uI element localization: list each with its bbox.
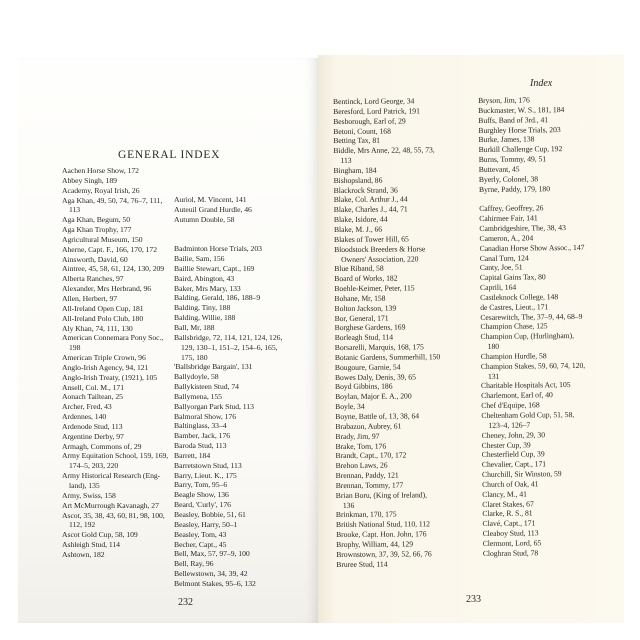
index-entry-text: Brandt, Capt., 170, 172 xyxy=(335,450,407,461)
index-entry-text: Brennan, Tommy, 177 xyxy=(335,480,404,490)
index-entry xyxy=(174,540,282,550)
index-entry-text: Blakes of Tower Hill, 65 xyxy=(333,234,409,244)
index-entry xyxy=(62,324,168,334)
index-entry-text: Caprili, 164 xyxy=(479,282,517,293)
index-entry-text: Auriol, M. Vincent, 141 xyxy=(174,195,247,204)
index-entry-text: Ballydoyle, 58 xyxy=(174,372,219,382)
index-entry xyxy=(174,293,282,303)
index-entry xyxy=(174,441,282,451)
index-entry-text: Aga Khan, 49, 50, 74, 76–7, 111, xyxy=(62,195,163,205)
index-entry-continuation: 180 xyxy=(487,341,500,352)
index-entry-text: Ballsbridge, 72, 114, 121, 124, 126, xyxy=(174,332,283,342)
index-entry xyxy=(62,471,168,491)
index-entry-text: Blue Riband, 58 xyxy=(334,263,384,274)
index-entry-text: Bohane, Mr, 158 xyxy=(334,293,386,303)
index-entry xyxy=(336,490,442,510)
index-entry-text: Cahirmee Fair, 141 xyxy=(479,213,538,224)
index-entry xyxy=(174,254,282,264)
index-entry-text: Chef d'Equipe, 168 xyxy=(481,400,540,411)
index-entry-text: Besborough, Earl of, 29 xyxy=(333,116,406,126)
index-entry-text: Balmoral Show, 176 xyxy=(174,411,237,421)
index-entry xyxy=(62,176,168,186)
index-entry xyxy=(336,549,441,560)
index-entry xyxy=(62,196,168,216)
index-entry-text: Aga Khan Trophy, 177 xyxy=(62,225,132,235)
index-entry-text: Bougoure, Garnie, 54 xyxy=(334,362,401,372)
index-entry-text: Boylan, Major E. A., 200 xyxy=(335,391,412,402)
index-entry-text: Capital Gains Tax, 80 xyxy=(479,272,546,283)
index-entry xyxy=(174,284,282,294)
index-entry-text: Charlemont, Earl of, 40 xyxy=(481,390,553,401)
index-entry-text: Cameron, A., 204 xyxy=(479,233,534,243)
index-entry-text: Brady, Jim, 97 xyxy=(335,431,380,441)
index-entry-continuation: Owners' Association, 220 xyxy=(341,253,419,264)
index-entry xyxy=(62,540,168,550)
index-entry-text: Ball, Mr, 188 xyxy=(174,322,215,332)
index-entry xyxy=(174,549,282,559)
index-entry xyxy=(336,529,441,540)
index-entry-text: Baillie Stewart, Capt., 169 xyxy=(174,263,255,273)
index-entry xyxy=(174,205,282,215)
index-entry-text: Canadian Horse Show Assoc., 147 xyxy=(479,242,585,253)
index-entry-text: Buckmaster, W. S., 181, 184 xyxy=(478,104,565,115)
index-entry-text: Belmont Stakes, 95–6, 132 xyxy=(174,578,256,588)
index-entry-text: Burke, James, 138 xyxy=(478,134,535,145)
index-entry-text: Cleaboy Stud, 113 xyxy=(482,528,539,539)
index-entry-text: Borghese Gardens, 169 xyxy=(334,322,406,333)
running-head: Index xyxy=(530,78,553,89)
index-entry-text: Clancy, M., 41 xyxy=(482,489,527,499)
index-entry-text: Balding, Gerald, 186, 188–9 xyxy=(174,293,261,303)
index-entry xyxy=(333,145,439,165)
page-number-left: 232 xyxy=(178,597,193,608)
index-entry-text: Abbey Singh, 189 xyxy=(62,175,117,185)
index-entry xyxy=(62,264,168,274)
index-entry-text: Academy, Royal Irish, 26 xyxy=(62,185,140,195)
index-entry-text: Bor, General, 171 xyxy=(334,313,389,323)
index-entry xyxy=(62,294,168,304)
index-entry xyxy=(174,520,282,530)
index-entry-text: Ardennes, 140 xyxy=(62,412,107,422)
index-entry-text: Bishopsland, 86 xyxy=(333,175,383,185)
index-entry-text: de Castres, Lieut., 171 xyxy=(480,301,549,312)
index-entry-text: Buffs, Band of 3rd., 41 xyxy=(478,114,549,125)
index-entry-text: British National Stud, 110, 112 xyxy=(335,519,430,530)
index-entry-text: Champion Stakes, 59, 60, 74, 120, xyxy=(480,360,586,371)
index-entry-text: Brooke, Capt. Hon. John, 176 xyxy=(336,529,427,540)
index-entry-text: Brownstown, 37, 39, 52, 66, 76 xyxy=(336,549,432,559)
index-entry-text: Baroda Stud, 113 xyxy=(174,441,227,451)
index-entry-text: Botanic Gardens, Summerhill, 150 xyxy=(334,352,441,362)
index-entry-text: Bellewstown, 34, 39, 42 xyxy=(174,569,248,579)
index-entry-text: Biddle, Mrs Anne, 22, 48, 55, 73, xyxy=(333,145,435,156)
index-entry-text: All-Ireland Polo Club, 180 xyxy=(62,313,144,323)
index-entry xyxy=(62,530,168,540)
index-entry xyxy=(174,451,282,461)
index-entry-text: Brennan, Paddy, 121 xyxy=(335,470,399,481)
index-entry-text: Blackrock Strand, 36 xyxy=(333,185,398,195)
index-entry-text: Ardenode Stud, 113 xyxy=(62,421,123,431)
index-entry-text: Bruree Stud, 114 xyxy=(336,559,388,569)
index-entry-text: Claret Stakes, 67 xyxy=(482,499,534,509)
index-entry-text: Blake, M. J., 66 xyxy=(333,224,383,234)
index-entry xyxy=(174,471,282,481)
index-entry xyxy=(62,363,168,373)
index-entry xyxy=(481,380,586,391)
index-entry-text: Burkill Challenge Cup, 192 xyxy=(478,144,563,155)
index-entry xyxy=(62,402,168,412)
index-entry-text: Becher, Capt., 45 xyxy=(174,539,227,549)
index-entry-text: Cheltenham Gold Cup, 51, 58, xyxy=(481,410,575,420)
index-entry-text: Art McMurrough Kavanagh, 27 xyxy=(62,500,159,510)
index-entry-continuation: 174–5, 203, 220 xyxy=(69,461,119,471)
index-entry-text: Borleagh Stud, 114 xyxy=(334,332,394,343)
index-entry-text: Barry, Tom, 95–6 xyxy=(174,480,228,490)
index-entry-text: Byerly, Colonel, 38 xyxy=(478,174,539,184)
index-entry xyxy=(62,353,168,363)
index-entry-text: Champion Cup, (Hurlingham), xyxy=(480,331,575,342)
index-entry-text: Bentinck, Lord George, 34 xyxy=(333,96,415,106)
index-entry-text: Army Historical Research (Eng- xyxy=(62,471,161,481)
index-entry-text: Agricultural Museum, 150 xyxy=(62,234,143,244)
index-entry-text: Betoni, Count, 168 xyxy=(333,126,391,136)
index-entry xyxy=(174,362,282,372)
index-entry-text: Bolton Jackson, 139 xyxy=(334,303,397,313)
index-entry xyxy=(174,402,282,412)
index-entry-text: Blake, Charles J., 44, 71 xyxy=(333,204,408,215)
index-entry-text: Canty, Joe, 51 xyxy=(479,262,523,273)
index-entry-text: Autumn Double, 58 xyxy=(174,214,235,224)
index-entry xyxy=(62,511,168,531)
index-entry-text: Barretstown Stud, 113 xyxy=(174,460,242,470)
index-entry-text: Buttevant, 45 xyxy=(478,164,520,174)
index-entry-text: Chesterfield Cup, 39 xyxy=(481,449,545,460)
index-entry-text: Alberta Ranches, 97 xyxy=(62,274,124,284)
index-entry-text: Auteuil Grand Hurdle, 46 xyxy=(174,204,252,214)
index-entry-text: Beresford, Lord Patrick, 191 xyxy=(333,106,420,116)
index-entry-continuation: 136 xyxy=(342,500,355,510)
index-entry xyxy=(174,579,282,589)
index-entry xyxy=(62,304,168,314)
index-entry xyxy=(62,186,168,196)
index-entry xyxy=(174,372,282,382)
index-entry xyxy=(62,333,168,353)
index-entry-text: Beard, 'Curly', 176 xyxy=(174,500,231,510)
index-entry-text: Beasley, Tom, 43 xyxy=(174,529,227,539)
index-entry xyxy=(481,410,586,431)
index-entry xyxy=(62,383,168,393)
index-column-1 xyxy=(62,166,168,560)
index-entry xyxy=(480,243,585,254)
index-entry-text: Baker, Mrs Mary, 133 xyxy=(174,283,241,293)
index-entry-text: Bamber, Jack, 176 xyxy=(174,431,231,441)
index-entry-text: Beagle Show, 136 xyxy=(174,490,229,500)
index-entry xyxy=(174,274,282,284)
index-entry xyxy=(62,274,168,284)
index-entry-text: Cheney, John, 29, 30 xyxy=(481,430,546,440)
index-entry-text: Ashtown, 182 xyxy=(62,549,105,559)
index-entry-text: Brake, Tom, 176 xyxy=(335,441,387,451)
index-entry-text: Beasley, Bobbie, 51, 61 xyxy=(174,510,246,519)
index-entry-text: Boehle-Keimer, Peter, 115 xyxy=(334,283,415,294)
index-entry xyxy=(174,195,282,205)
index-entry-text: Bell, Max, 57, 97–9, 100 xyxy=(174,549,250,559)
index-entry xyxy=(62,166,168,176)
index-entry-text: Champion Chase, 125 xyxy=(480,321,548,332)
index-entry-text: Argentine Derby, 97 xyxy=(62,431,124,441)
index-entry-continuation: land), 135 xyxy=(69,481,100,490)
index-entry-text: Armagh, Commons of, 29 xyxy=(62,441,142,451)
index-entry xyxy=(174,382,282,392)
index-entry-text: Brabazon, Aubrey, 61 xyxy=(335,421,402,431)
index-entry-text: Boyne, Battle of, 13, 38, 64 xyxy=(335,411,420,421)
index-entry xyxy=(62,432,168,442)
index-entry-text: Board of Works, 182 xyxy=(334,273,398,284)
index-entry xyxy=(62,225,168,235)
index-entry xyxy=(62,255,168,265)
index-column-3 xyxy=(333,96,442,569)
index-entry-continuation: 175, 180 xyxy=(181,352,208,362)
index-entry xyxy=(174,421,282,431)
index-entry-text: Castleknock College, 148 xyxy=(480,292,559,302)
index-entry-text: Clavé, Capt., 171 xyxy=(482,518,536,529)
index-entry xyxy=(174,569,282,579)
index-entry-text: Boyd Gibbins, 186 xyxy=(334,382,393,392)
index-entry xyxy=(174,264,282,274)
index-entry-text: Aga Khan, Begum, 50 xyxy=(62,215,131,225)
index-entry-continuation: 123–4, 126–7 xyxy=(488,420,531,430)
index-entry xyxy=(480,311,585,322)
index-entry xyxy=(174,510,282,520)
index-entry-text: Boyle, 34 xyxy=(335,401,365,412)
index-entry-text: Brehon Laws, 26 xyxy=(335,460,388,471)
index-entry xyxy=(62,442,168,452)
index-entry-text: Baird, Abington, 43 xyxy=(174,273,235,283)
index-column-4 xyxy=(478,95,588,559)
index-entry-text: Balding, Willie, 188 xyxy=(174,313,236,323)
index-entry xyxy=(174,412,282,422)
index-entry xyxy=(480,331,585,352)
index-entry-text: Barry, Lieut. K., 175 xyxy=(174,470,237,480)
index-entry-text: Army Equitation School, 159, 169, xyxy=(62,451,169,461)
index-entry-text: Brinkman, 170, 175 xyxy=(335,510,397,520)
index-entry xyxy=(62,245,168,255)
index-entry xyxy=(62,550,168,560)
index-entry-text: Brophy, William, 44, 129 xyxy=(336,539,414,549)
index-entry-text: Bowes Daly, Denis, 39, 65 xyxy=(334,372,416,382)
index-entry xyxy=(335,352,440,363)
index-entry-text: Cesarewitch, The, 37–9, 44, 68–9 xyxy=(480,311,583,322)
index-entry-text: Ascot, 35, 38, 43, 60, 81, 98, 100, xyxy=(62,510,165,520)
index-entry-text: Aherne, Capt. F., 166, 170, 172 xyxy=(62,244,157,254)
index-entry xyxy=(174,244,282,254)
index-entry-text: Church of Oak, 41 xyxy=(482,479,539,489)
index-entry-text: Anglo-Irish Agency, 94, 121 xyxy=(62,362,149,372)
index-entry-text: Blake, Isidore, 44 xyxy=(333,214,388,225)
index-entry xyxy=(174,500,282,510)
page-number-right: 233 xyxy=(466,594,481,605)
index-entry-text: Aachen Horse Show, 172 xyxy=(62,166,139,175)
index-entry xyxy=(174,480,282,490)
index-entry xyxy=(174,490,282,500)
index-entry xyxy=(174,559,282,569)
index-entry-text: Canal Turn, 124 xyxy=(479,252,529,263)
index-entry xyxy=(62,284,168,294)
index-entry-text: Ansell, Col. M., 171 xyxy=(62,382,124,392)
index-entry-text: Archer, Fred, 43 xyxy=(62,402,112,412)
index-column-2 xyxy=(174,195,282,589)
index-entry-text: Chester Cup, 39 xyxy=(481,439,531,450)
index-entry-text: Allen, Herbert, 97 xyxy=(62,293,118,303)
index-entry-continuation: 198 xyxy=(69,343,81,353)
index-entry xyxy=(62,373,168,383)
index-entry-text: Churchill, Sir Winston, 59 xyxy=(481,469,562,480)
index-entry xyxy=(174,392,282,402)
index-entry-text: Badminton Horse Trials, 203 xyxy=(174,244,262,254)
index-entry-text: Burns, Tommy, 49, 51 xyxy=(478,154,547,165)
index-entry-text: Ballyorgan Park Stud, 113 xyxy=(174,401,254,411)
index-entry-text: Bryson, Jim, 176 xyxy=(478,95,530,105)
index-entry xyxy=(62,235,168,245)
index-entry-continuation: 113 xyxy=(340,155,352,166)
index-entry-text: Blake, Col. Arthur J., 44 xyxy=(333,194,408,205)
index-entry-text: Clarke, R. S., 81 xyxy=(482,508,533,519)
index-entry-text: Barrett, 184 xyxy=(174,450,211,460)
index-entry xyxy=(174,313,282,323)
index-entry-text: Ballymena, 155 xyxy=(174,391,222,401)
index-entry xyxy=(174,461,282,471)
index-entry-text: Ascot Gold Cup, 58, 109 xyxy=(62,530,138,540)
index-entry xyxy=(62,215,168,225)
index-entry-text: Chevalier, Capt., 171 xyxy=(481,459,547,470)
index-entry-text: Alexander, Mrs Herbrand, 96 xyxy=(62,284,152,294)
index-entry-text: Caffrey, Geoffrey, 26 xyxy=(479,203,544,214)
index-entry-text: Burghley Horse Trials, 203 xyxy=(478,124,561,135)
index-entry-text: Aly Khan, 74, 111, 130 xyxy=(62,323,133,333)
index-entry-text: Betting Tax, 81 xyxy=(333,136,380,146)
index-entry-text: Cloghran Stud, 78 xyxy=(482,548,539,558)
index-entry-text: Bingham, 184 xyxy=(333,165,377,175)
index-entry-text: Clermont, Lord, 65 xyxy=(482,538,542,548)
index-entry-text: Bell, Ray, 96 xyxy=(174,559,214,569)
index-entry-text: Ainsworth, David, 60 xyxy=(62,254,128,264)
index-entry-text: American Connemara Pony Soc., xyxy=(62,333,164,343)
index-entry-text: Cambridgeshire, The, 38, 43 xyxy=(479,223,566,233)
index-entry xyxy=(174,215,282,225)
index-entry xyxy=(174,530,282,540)
index-entry xyxy=(174,323,282,333)
index-entry-text: Borsarelli, Marquis, 168, 175 xyxy=(334,342,424,353)
index-entry xyxy=(481,361,586,382)
index-entry xyxy=(62,501,168,511)
index-entry xyxy=(483,548,588,559)
index-entry-text: Baltinglass, 33–4 xyxy=(174,421,227,431)
index-entry-text: All-Ireland Open Cup, 181 xyxy=(62,303,144,313)
index-entry-text: Bailie, Sam, 156 xyxy=(174,254,225,264)
index-entry xyxy=(174,303,282,313)
index-entry-text: Aintree, 45, 58, 61, 124, 130, 209 xyxy=(62,264,165,274)
index-entry-text: Brian Boru, (King of Ireland), xyxy=(335,490,427,500)
index-entry-text: Balding, Tiny, 188 xyxy=(174,303,231,313)
index-entry xyxy=(62,422,168,432)
index-entry xyxy=(174,431,282,441)
index-entry-text: Aonach Tailtean, 25 xyxy=(62,392,123,402)
index-entry-text: Bloodstock Breeders & Horse xyxy=(334,244,426,254)
index-entry xyxy=(62,392,168,402)
index-entry-text: American Triple Crown, 96 xyxy=(62,353,146,363)
index-entry xyxy=(334,244,440,264)
index-entry-text: Beasley, Harry, 50–1 xyxy=(174,519,238,529)
index-entry xyxy=(62,412,168,422)
index-entry xyxy=(62,491,168,501)
index-entry-continuation: 112, 192 xyxy=(69,520,96,530)
index-entry xyxy=(62,451,168,471)
index-entry xyxy=(174,333,282,363)
index-entry-text: Byrne, Paddy, 179, 180 xyxy=(478,183,551,194)
index-entry-text: Champion Hurdle, 58 xyxy=(480,351,547,361)
index-entry-text: Ballykisteen Stud, 74 xyxy=(174,382,239,392)
index-entry-text: Charitable Hospitals Act, 105 xyxy=(480,380,571,391)
index-entry-text: 'Ballsbridge Bargain', 131 xyxy=(174,362,253,372)
section-gap xyxy=(174,225,282,235)
index-entry-continuation: 131 xyxy=(487,371,500,381)
index-entry xyxy=(336,559,441,570)
index-entry-text: Army, Swiss, 158 xyxy=(62,490,116,500)
index-entry xyxy=(62,314,168,324)
index-entry-continuation: 129, 130–1, 151–2, 154–6, 165, xyxy=(181,342,278,352)
index-entry-continuation: 113 xyxy=(69,205,81,215)
index-entry-text: Anglo-Irish Treaty, (1921), 105 xyxy=(62,372,158,382)
index-title: GENERAL INDEX xyxy=(118,149,221,161)
index-entry-text: Ashleigh Stud, 114 xyxy=(62,540,120,550)
section-gap xyxy=(174,234,282,244)
